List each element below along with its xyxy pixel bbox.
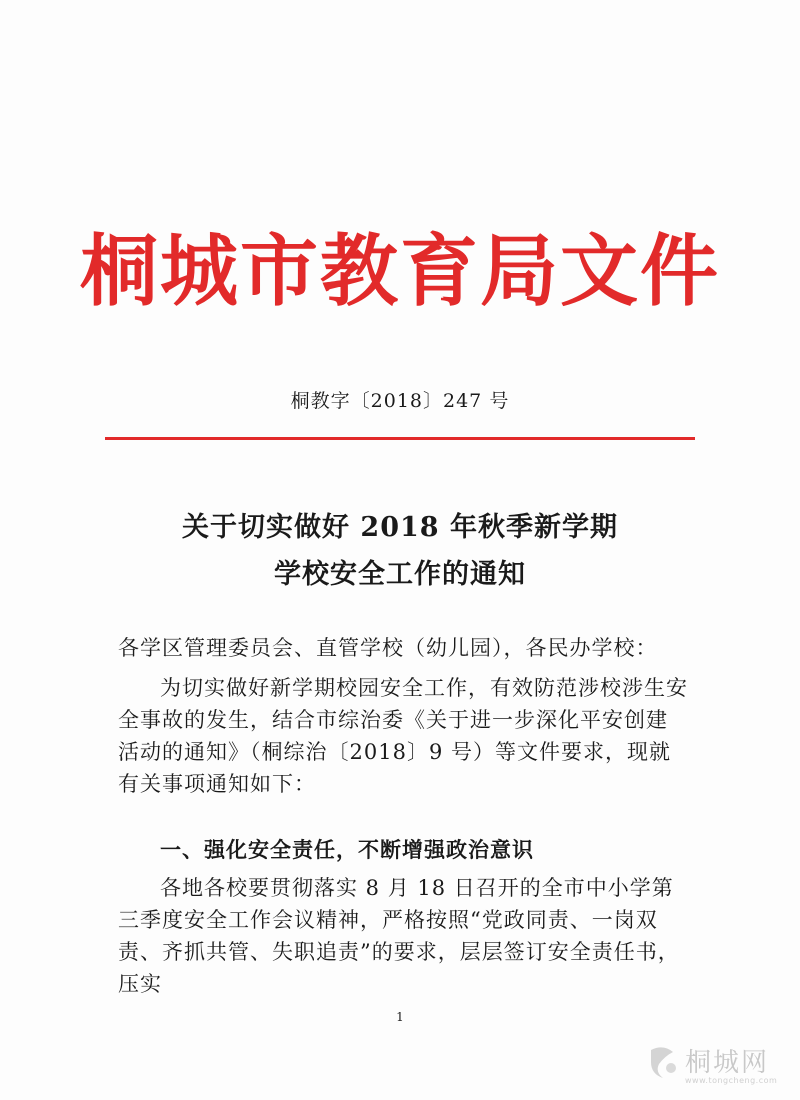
issuer-header-title: 桐城市教育局文件 — [79, 226, 720, 317]
notice-title-line-2: 学校安全工作的通知 — [274, 559, 526, 590]
salutation: 各学区管理委员会、直管学校（幼儿园），各民办学校： — [118, 636, 658, 660]
watermark-text: 桐城网 — [685, 1048, 770, 1078]
red-divider-line — [105, 437, 695, 440]
intro-paragraph: 为切实做好新学期校园安全工作，有效防范涉校涉生安全事故的发生，结合市综治委《关于进一步深化平安创建活动的通知》（桐综治〔2018〕9 号）等文件要求，现就有关事项通知如下： — [118, 676, 688, 796]
section-1-paragraph: 各地各校要贯彻落实 8 月 18 日召开的全市中小学第三季度安全工作会议精神，严格按照“党政同责、一岗双责、齐抓共管、失职追责”的要求，层层签订安全责任书，压实 — [118, 876, 680, 996]
watermark-logo-icon — [645, 1042, 681, 1082]
section-1-heading: 一、强化安全责任，不断增强政治意识 — [160, 837, 534, 862]
document-number: 桐教字〔2018〕247 号 — [290, 390, 510, 412]
page-number: 1 — [396, 1010, 404, 1024]
notice-title-line-1: 关于切实做好 2018 年秋季新学期 — [182, 512, 618, 543]
watermark-url: www.tongcheng.com — [685, 1076, 778, 1085]
site-watermark — [645, 1038, 785, 1088]
